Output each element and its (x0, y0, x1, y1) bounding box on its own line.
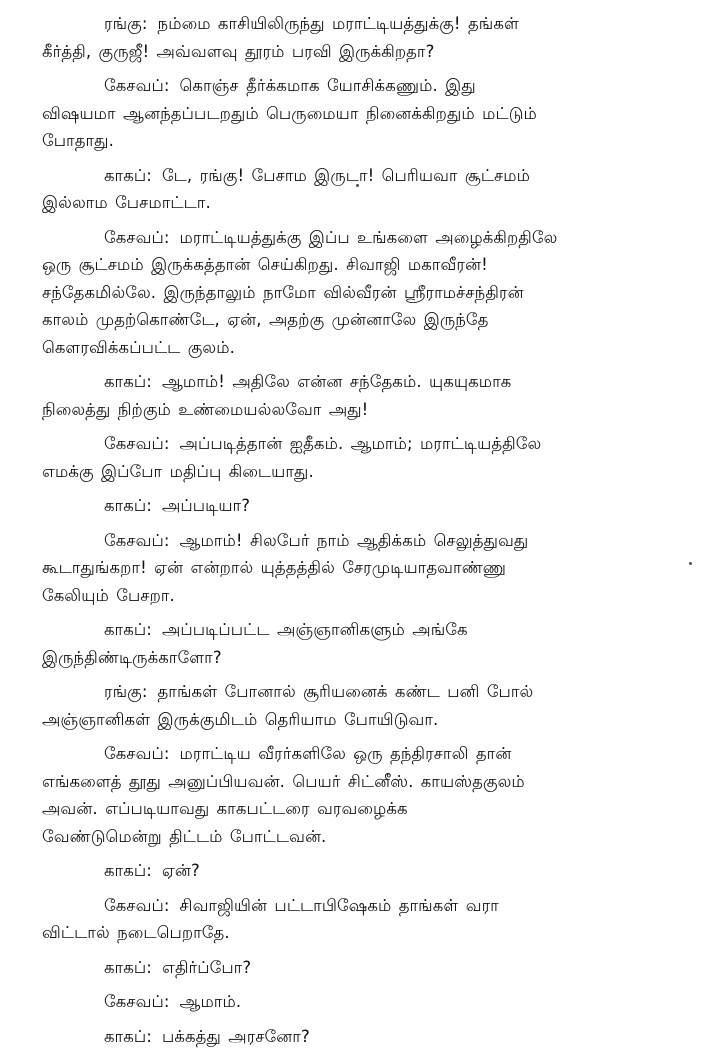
dialogue-paragraph (42, 892, 670, 947)
text-line (42, 38, 670, 66)
line-text: ஒரு சூட்சமம் இருக்கத்தான் செய்கிறது. சிவாஜி மகாவீரன்! (42, 255, 488, 274)
line-text: அப்படிப்பட்ட அஞ்ஞானிகளும் அங்கே (161, 620, 468, 639)
text-line (42, 823, 670, 851)
dialogue-paragraph (42, 678, 670, 733)
line-text: ஆமாம்! அதிலே என்ன சந்தேகம். யுகயுகமாக (161, 372, 512, 391)
line-text: மராட்டியத்துக்கு இப்ப உங்களை அழைக்கிறதிலே (179, 227, 558, 247)
text-line (42, 306, 670, 334)
text-line (42, 795, 670, 823)
line-text: பக்கத்து அரசனோ? (161, 1026, 310, 1046)
text-line (42, 527, 670, 555)
dialogue-paragraph (42, 740, 670, 850)
text-line (42, 644, 670, 672)
text-line (42, 892, 670, 920)
line-text: விஷயமா ஆனந்தப்படறதும் பெருமையா நினைக்கிறதும் மட்டும் (42, 103, 537, 123)
speaker-name: ரங்கு: (104, 14, 148, 33)
line-text: ஏன்? (161, 861, 200, 880)
dialogue-paragraph (42, 954, 670, 982)
text-line (42, 554, 670, 582)
line-text: எங்களைத் தூது அனுப்பியவன். பெயர் சிட்னீஸ். காயஸ்தகுலம் (42, 771, 525, 791)
speaker-name: ரங்கு: (104, 682, 148, 701)
text-line (42, 1023, 670, 1051)
text-line (42, 368, 670, 396)
line-text: அப்படித்தான் ஐதீகம். ஆமாம்; மராட்டியத்திலே (179, 434, 542, 453)
dialogue-paragraph (42, 527, 670, 610)
line-text: வேண்டுமென்று திட்டம் போட்டவன். (42, 826, 327, 846)
text-line (42, 988, 670, 1016)
speaker-name: காகப்: (104, 372, 152, 391)
line-text: ஆமாம்! சிலபேர் நாம் ஆதிக்கம் செலுத்துவது (179, 530, 529, 550)
dialogue-paragraph (42, 857, 670, 885)
line-text: மராட்டிய வீரர்களிலே ஒரு தந்திரசாலி தான் (179, 744, 512, 763)
speaker-name: காகப்: (104, 1026, 152, 1046)
text-line (42, 857, 670, 885)
scan-speck (689, 562, 692, 565)
line-text: இல்லாம பேசமாட்டா. (42, 193, 211, 212)
speaker-name: கேசவப்: (104, 744, 170, 763)
text-line (42, 678, 670, 706)
speaker-name: காகப்: (104, 957, 152, 977)
text-line (42, 334, 670, 362)
speaker-name: கேசவப்: (104, 530, 170, 550)
dialogue-text (42, 10, 670, 1050)
speaker-name: காகப்: (104, 861, 152, 880)
line-text: அவன். எப்படியாவது காகபட்டரை வரவழைக்க (42, 799, 408, 818)
line-text: கொஞ்ச தீர்க்கமாக யோசிக்கணும். இது (179, 76, 476, 95)
text-line (42, 127, 670, 155)
line-text: இருந்திண்டிருக்காளோ? (42, 647, 222, 667)
speaker-name: கேசவப்: (104, 895, 170, 915)
text-line (42, 251, 670, 279)
line-text: டே, ரங்கு! பேசாம இருடா! பெரியவா சூட்சமம் (161, 165, 531, 185)
speaker-name: காகப்: (104, 496, 152, 515)
text-line (42, 582, 670, 610)
line-text: காலம் முதற்கொண்டே, ஏன், அதற்கு முன்னாலே இருந்தே (42, 310, 489, 329)
speaker-name: கேசவப்: (104, 434, 170, 453)
speaker-name: காகப்: (104, 620, 152, 639)
line-text: அஞ்ஞானிகள் இருக்குமிடம் தெரியாம போயிடுவா. (42, 709, 439, 729)
text-line (42, 189, 670, 217)
line-text: நிலைத்து நிற்கும் உண்மையல்லவோ அது! (42, 399, 369, 419)
text-line (42, 616, 670, 644)
dialogue-paragraph (42, 224, 670, 362)
text-line (42, 72, 670, 100)
speaker-name: கேசவப்: (104, 992, 170, 1011)
line-text: நம்மை காசியிலிருந்து மராட்டியத்துக்கு! தங்கள் (157, 14, 519, 33)
line-text: எமக்கு இப்போ மதிப்பு கிடையாது. (42, 461, 314, 481)
text-line (42, 10, 670, 38)
scan-speck (356, 184, 359, 187)
line-text: தாங்கள் போனால் சூரியனைக் கண்ட பனி போல் (157, 682, 534, 701)
text-line (42, 458, 670, 486)
text-line (42, 100, 670, 128)
line-text: கூடாதுங்கறா! ஏன் என்றால் யுத்தத்தில் சேரமுடியாதவாண்ணு (42, 558, 507, 577)
text-line (42, 954, 670, 982)
line-text: போதாது. (42, 131, 114, 150)
line-text: ஆமாம். (179, 992, 242, 1011)
text-line (42, 224, 670, 252)
line-text: கேலியும் பேசறா. (42, 585, 175, 605)
dialogue-paragraph (42, 1023, 670, 1051)
line-text: எதிர்ப்போ? (161, 957, 252, 977)
line-text: விட்டால் நடைபெறாதே. (42, 923, 230, 942)
speaker-name: கேசவப்: (104, 76, 170, 95)
text-line (42, 492, 670, 520)
dialogue-paragraph (42, 368, 670, 423)
dialogue-paragraph (42, 492, 670, 520)
text-line (42, 740, 670, 768)
text-line (42, 396, 670, 424)
line-text: கௌரவிக்கப்பட்ட குலம். (42, 337, 235, 357)
line-text: அப்படியா? (161, 496, 251, 515)
text-line (42, 706, 670, 734)
speaker-name: காகப்: (104, 165, 152, 185)
dialogue-paragraph (42, 10, 670, 65)
text-line (42, 919, 670, 947)
dialogue-paragraph (42, 162, 670, 217)
text-line (42, 430, 670, 458)
text-line (42, 279, 670, 307)
speaker-name: கேசவப்: (104, 227, 170, 247)
dialogue-paragraph (42, 988, 670, 1016)
line-text: சிவாஜியின் பட்டாபிஷேகம் தாங்கள் வரா (179, 895, 499, 915)
dialogue-paragraph (42, 616, 670, 671)
line-text: சந்தேகமில்லே. இருந்தாலும் நாமோ வில்வீரன் ஸ்ரீராமச்சந்திரன் (42, 282, 524, 302)
dialogue-paragraph (42, 72, 670, 155)
text-line (42, 768, 670, 796)
dialogue-paragraph (42, 430, 670, 485)
line-text: கீர்த்தி, குருஜீ! அவ்வளவு தூரம் பரவி இருக்கிறதா? (42, 41, 435, 61)
